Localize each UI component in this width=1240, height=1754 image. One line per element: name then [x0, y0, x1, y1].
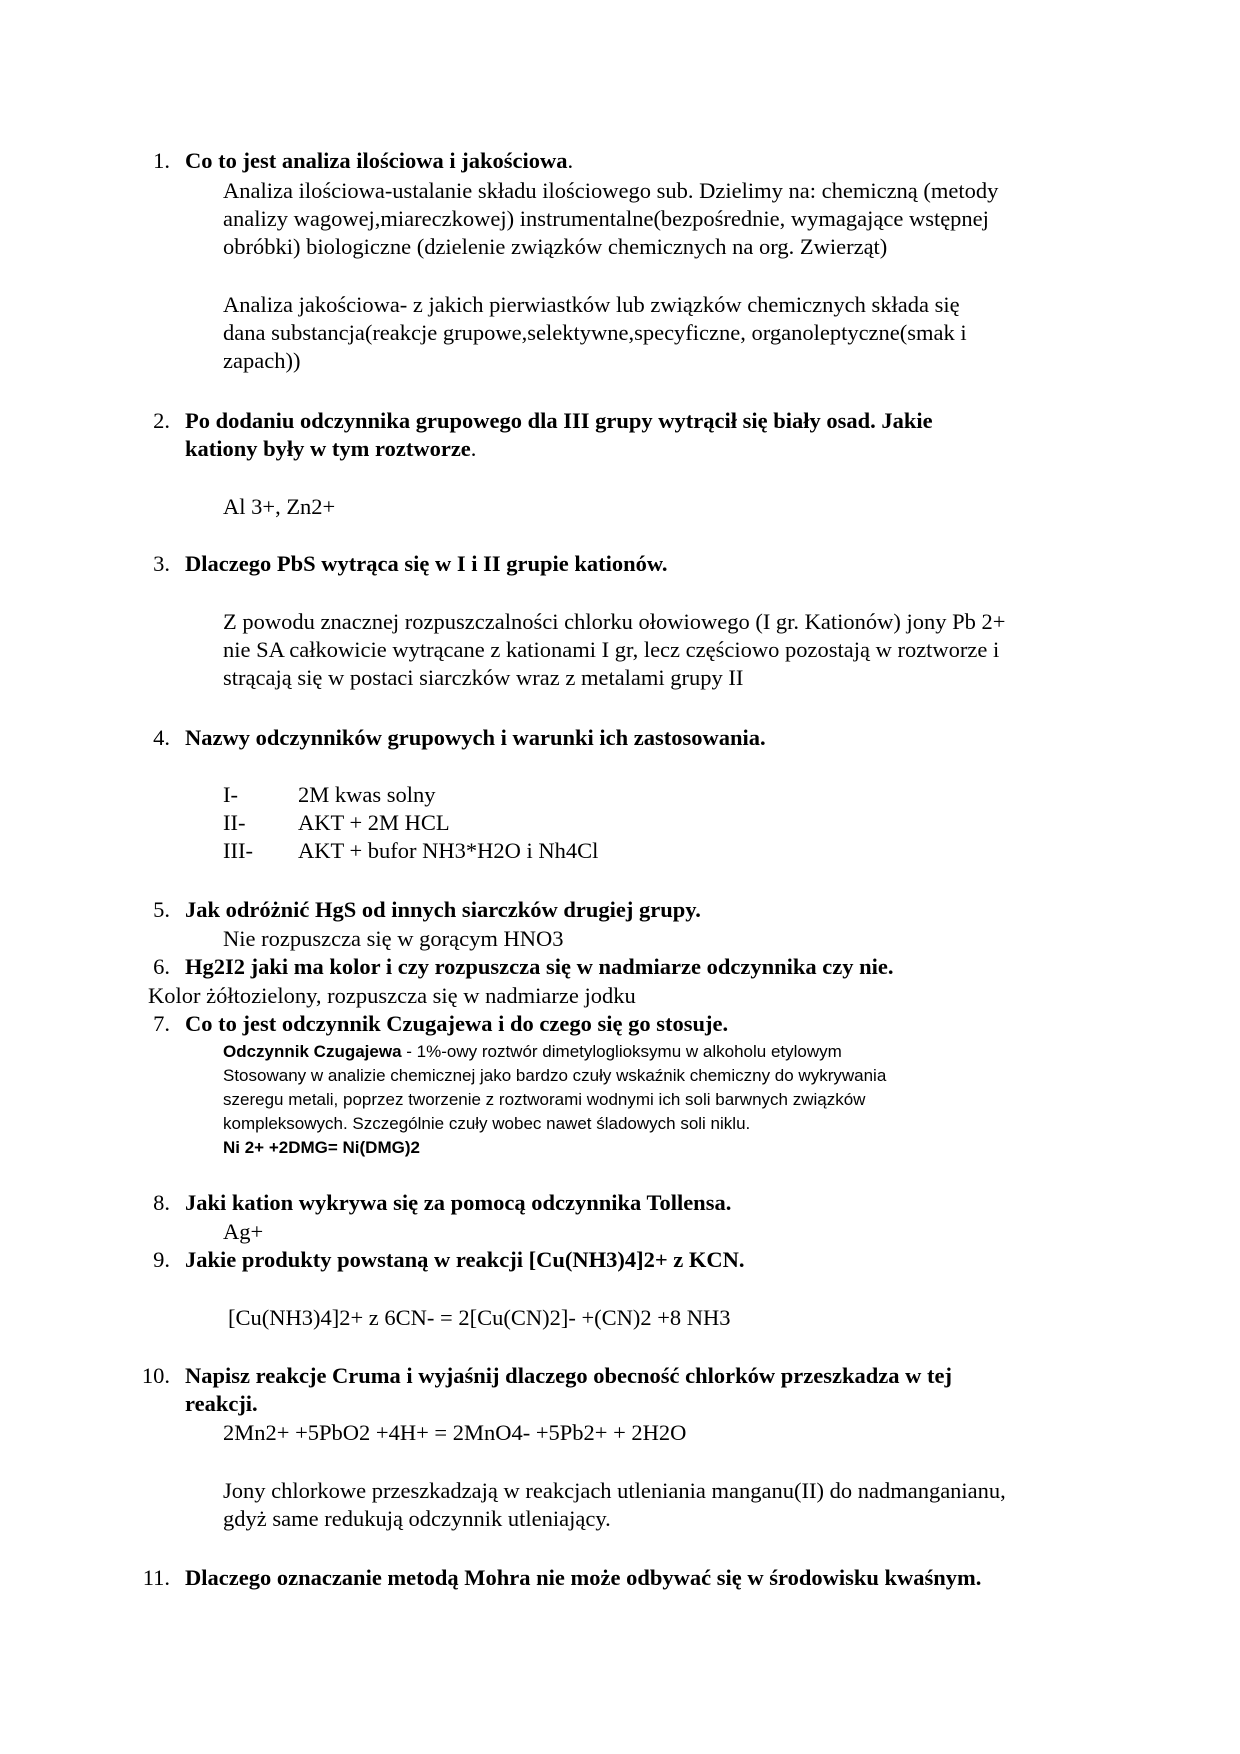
q10-reaction: 2Mn2+ +5PbO2 +4H+ = 2MnO4- +5Pb2+ + 2H2O	[223, 1420, 687, 1445]
q8-title: Jaki kation wykrywa się za pomocą odczynnika Tollensa.	[185, 1190, 732, 1215]
q7-answer-line: kompleksowych. Szczególnie czuły wobec nawet śladowych soli niklu.	[223, 1114, 751, 1133]
q9-answer: [Cu(NH3)4]2+ z 6CN- = 2[Cu(CN)2]- +(CN)2 +8 NH3	[228, 1305, 731, 1330]
q6-number: 6.	[153, 954, 170, 979]
q2-title-line: kationy były w tym roztworze.	[185, 436, 477, 461]
q1-title: Co to jest analiza ilościowa i jakościowa.	[185, 148, 574, 173]
q3-answer-line: Z powodu znacznej rozpuszczalności chlorku ołowiowego (I gr. Kationów) jony Pb 2+	[223, 609, 1006, 634]
q11-title: Dlaczego oznaczanie metodą Mohra nie może odbywać się w środowisku kwaśnym.	[185, 1565, 982, 1590]
q4-group-label: II-	[223, 810, 246, 835]
q1-answer-line: Analiza ilościowa-ustalanie składu ilościowego sub. Dzielimy na: chemiczną (metody	[223, 178, 999, 203]
q9-title: Jakie produkty powstaną w reakcji [Cu(NH3)4]2+ z KCN.	[185, 1247, 745, 1272]
q10-answer-line: Jony chlorkowe przeszkadzają w reakcjach utleniania manganu(II) do nadmanganianu,	[223, 1478, 1006, 1503]
q5-answer: Nie rozpuszcza się w gorącym HNO3	[223, 926, 564, 951]
q4-group-reagent: AKT + bufor NH3*H2O i Nh4Cl	[298, 838, 599, 863]
q10-answer-line: gdyż same redukują odczynnik utleniający.	[223, 1506, 611, 1531]
q10-number: 10.	[141, 1363, 170, 1388]
q10-title-line: reakcji.	[185, 1391, 258, 1416]
q4-group-label: I-	[223, 782, 238, 807]
q1-answer-line: dana substancja(reakcje grupowe,selektywne,specyficzne, organoleptyczne(smak i	[223, 320, 967, 345]
q1-answer-line: obróbki) biologiczne (dzielenie związków chemicznych na org. Zwierząt)	[223, 234, 888, 259]
q7-number: 7.	[153, 1011, 170, 1036]
q6-title: Hg2I2 jaki ma kolor i czy rozpuszcza się w nadmiarze odczynnika czy nie.	[185, 954, 894, 979]
q4-group-reagent: 2M kwas solny	[298, 782, 436, 807]
q2-answer: Al 3+, Zn2+	[223, 494, 336, 519]
q1-answer-line: Analiza jakościowa- z jakich pierwiastków lub związków chemicznych składa się	[223, 292, 960, 317]
q6-answer: Kolor żółtozielony, rozpuszcza się w nadmiarze jodku	[148, 983, 636, 1008]
q1-number: 1.	[153, 148, 170, 173]
q10-title-line: Napisz reakcje Cruma i wyjaśnij dlaczego obecność chlorków przeszkadza w tej	[185, 1363, 952, 1388]
q3-title: Dlaczego PbS wytrąca się w I i II grupie kationów.	[185, 551, 668, 576]
q1-answer-line: zapach))	[223, 348, 301, 373]
q7-reaction: Ni 2+ +2DMG= Ni(DMG)2	[223, 1138, 420, 1157]
q3-answer-line: strącają się w postaci siarczków wraz z metalami grupy II	[223, 665, 744, 690]
q7-answer-line: szeregu metali, poprzez tworzenie z roztworami wodnymi ich soli barwnych związków	[223, 1090, 866, 1109]
q8-answer: Ag+	[223, 1219, 264, 1244]
q1-answer-line: analizy wagowej,miareczkowej) instrumentalne(bezpośrednie, wymagające wstępnej	[223, 206, 989, 231]
q4-number: 4.	[153, 725, 170, 750]
q11-number: 11.	[142, 1565, 170, 1590]
q4-group-reagent: AKT + 2M HCL	[298, 810, 450, 835]
q4-title: Nazwy odczynników grupowych i warunki ich zastosowania.	[185, 725, 766, 750]
q2-title-line: Po dodaniu odczynnika grupowego dla III grupy wytrącił się biały osad. Jakie	[185, 408, 933, 433]
q5-number: 5.	[153, 897, 170, 922]
q3-answer-line: nie SA całkowicie wytrącane z kationami I gr, lecz częściowo pozostają w roztworze i	[223, 637, 1000, 662]
q4-group-label: III-	[223, 838, 253, 863]
q8-number: 8.	[153, 1190, 170, 1215]
q9-number: 9.	[153, 1247, 170, 1272]
q7-answer-line: Stosowany w analizie chemicznej jako bardzo czuły wskaźnik chemiczny do wykrywania	[223, 1066, 887, 1085]
q3-number: 3.	[153, 551, 170, 576]
q7-definition: Odczynnik Czugajewa - 1%-owy roztwór dimetyloglioksymu w alkoholu etylowym	[223, 1042, 842, 1061]
q5-title: Jak odróżnić HgS od innych siarczków drugiej grupy.	[185, 897, 701, 922]
q7-title: Co to jest odczynnik Czugajewa i do czego się go stosuje.	[185, 1011, 729, 1036]
q2-number: 2.	[153, 408, 170, 433]
